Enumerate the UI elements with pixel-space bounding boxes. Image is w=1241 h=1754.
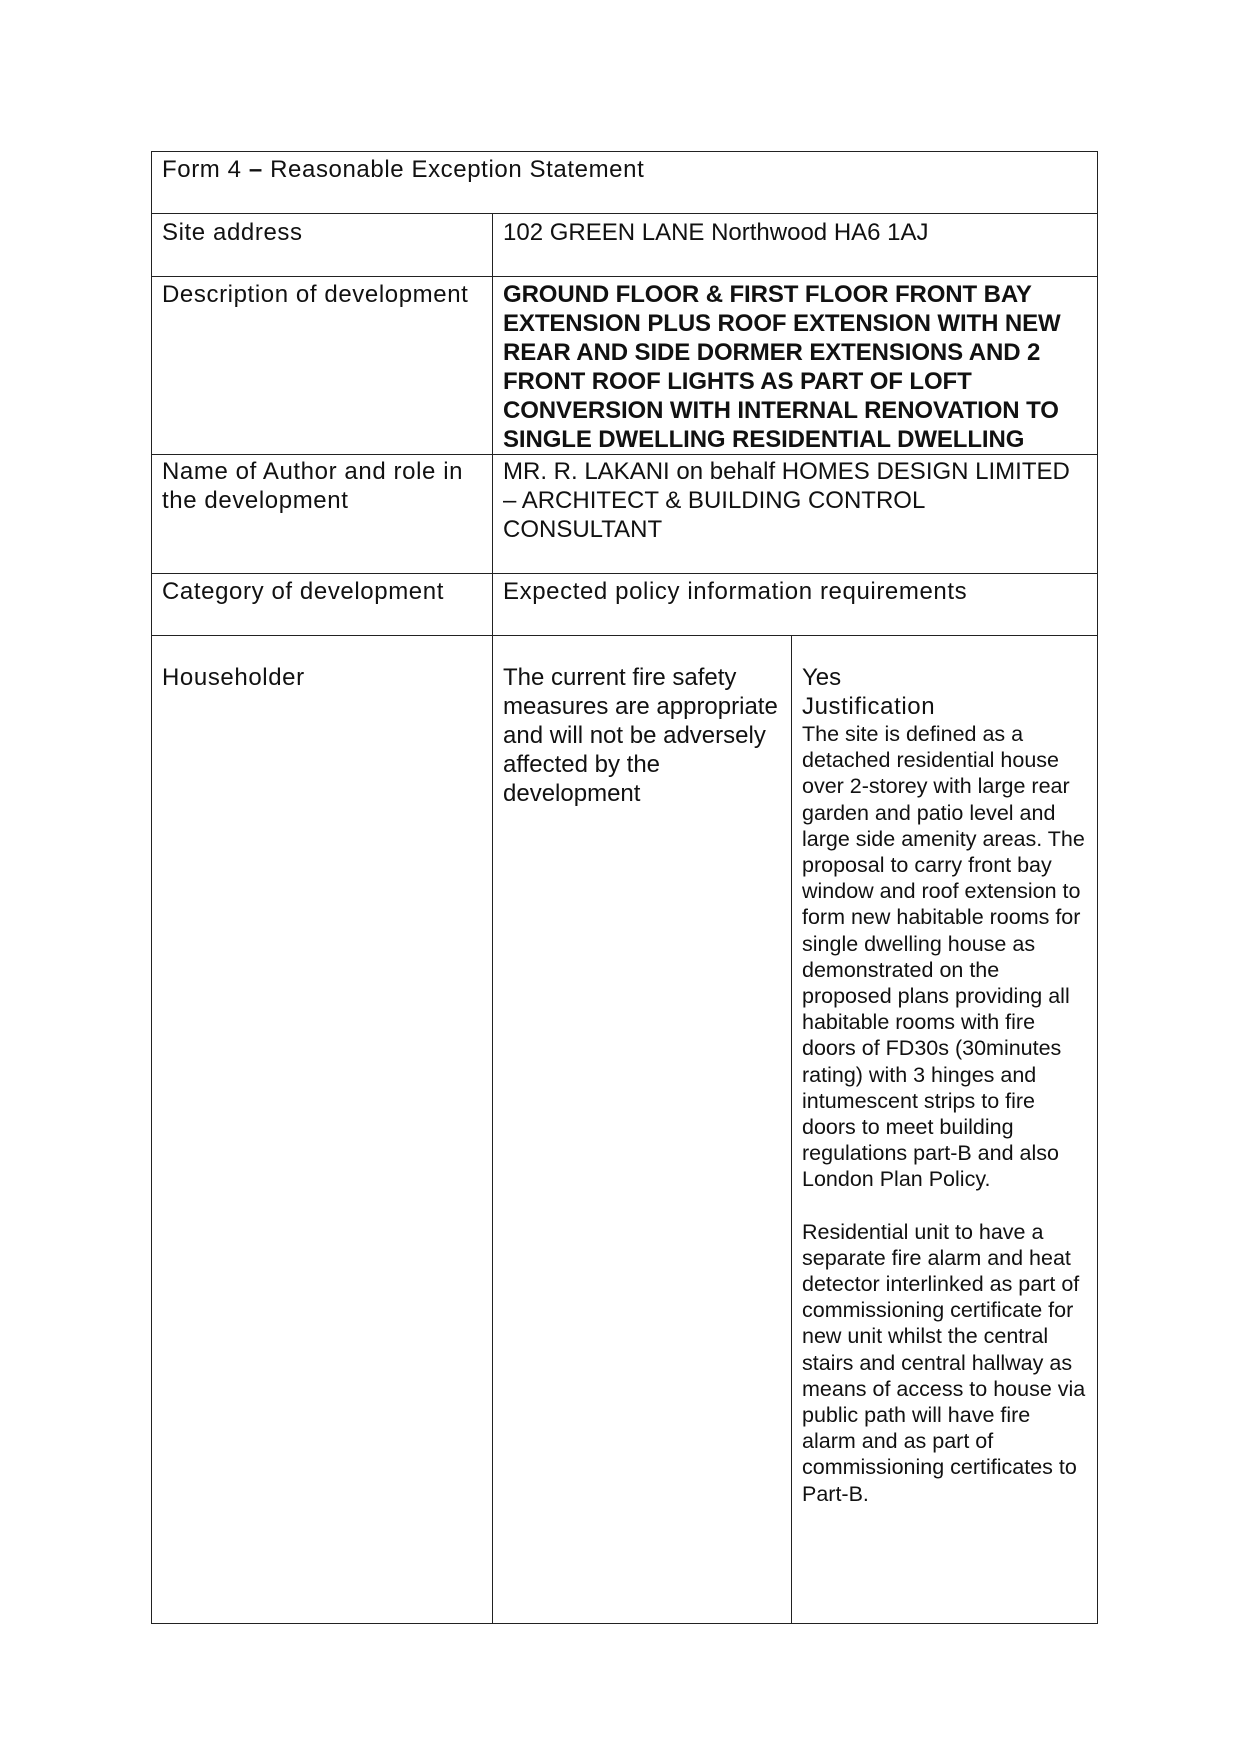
form-title-suffix: Reasonable Exception Statement [262, 156, 645, 183]
justification-heading: Justification [802, 693, 936, 720]
description-value: GROUND FLOOR & FIRST FLOOR FRONT BAY EXTENSION PLUS ROOF EXTENSION WITH NEW REAR AND SIDE DORMER EXTENSIONS AND 2 FRONT ROOF LIGHTS AS PART OF LOFT CONVERSION WITH INTERNAL RENOVATION TO SINGLE DWELLING RESIDENTIAL DWELLING [493, 277, 1098, 455]
form-title-dash: – [248, 156, 263, 183]
justification-paragraph-1: The site is defined as a detached residential house over 2-storey with large rear garden and patio level and large side amenity areas. The proposal to carry front bay window and roof extension to form new habitable rooms for single dwelling house as demonstrated on the proposed plans providing all habitable rooms with fire doors of FD30s (30minutes rating) with 3 hinges and intumescent strips to fire doors to meet building regulations part-B and also London Plan Policy. [802, 722, 1085, 1192]
householder-label: Householder [152, 636, 493, 1624]
author-label: Name of Author and role in the development [152, 455, 493, 574]
description-label: Description of development [152, 277, 493, 455]
form-title-prefix: Form 4 [162, 156, 249, 183]
reasonable-exception-form [151, 151, 1098, 1624]
category-label: Category of development [152, 574, 493, 636]
site-address-value: 102 GREEN LANE Northwood HA6 1AJ [493, 214, 1098, 277]
justification-cell [792, 636, 1098, 1624]
author-value: MR. R. LAKANI on behalf HOMES DESIGN LIMITED – ARCHITECT & BUILDING CONTROL CONSULTANT [493, 455, 1098, 574]
category-value: Expected policy information requirements [493, 574, 1098, 636]
site-address-label: Site address [152, 214, 493, 277]
answer-yes: Yes [802, 664, 842, 691]
category-row [152, 574, 1098, 636]
site-address-row [152, 214, 1098, 277]
householder-row [152, 636, 1098, 1624]
author-row [152, 455, 1098, 574]
requirement-text: The current fire safety measures are appropriate and will not be adversely affected by the development [493, 636, 792, 1624]
form-title-row [152, 152, 1098, 214]
description-row [152, 277, 1098, 455]
paragraph-spacer [802, 1193, 1087, 1219]
justification-paragraph-2: Residential unit to have a separate fire alarm and heat detector interlinked as part of commissioning certificate for new unit whilst the central stairs and central hallway as means of access to house via public path will have fire alarm and as part of commissioning certificates to Part-B. [802, 1219, 1086, 1506]
form-title [152, 152, 1098, 214]
